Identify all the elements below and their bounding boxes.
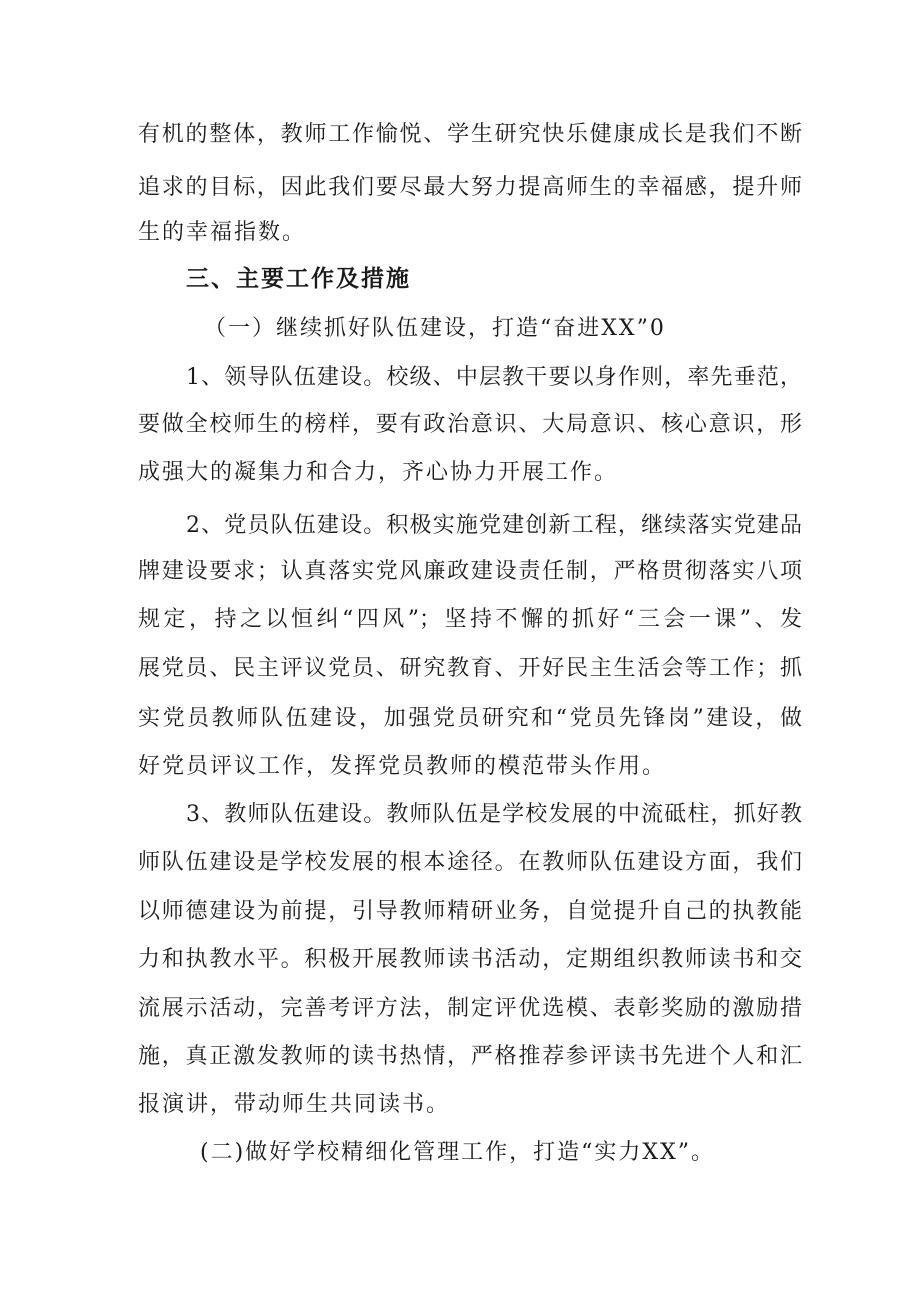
paragraph-line: 2、党员队伍建设。积极实施党建创新工程，继续落实党建品 [186, 513, 802, 538]
paragraph-line: 实党员教师队伍建设，加强党员研究和“党员先锋岗”建设，做 [138, 706, 802, 731]
section-heading: 三、主要工作及措施 [186, 266, 411, 292]
paragraph-line: 3、教师队伍建设。教师队伍是学校发展的中流砥柱，抓好教 [186, 802, 802, 827]
subsection-heading: （一）继续抓好队伍建设，打造“奋进XX”0 [204, 316, 666, 341]
subsection-heading: (二)做好学校精细化管理工作，打造“实力XX”。 [200, 1140, 715, 1165]
paragraph-line: 1、领导队伍建设。校级、中层教干要以身作则，率先垂范， [186, 365, 802, 390]
paragraph-line: 成强大的凝集力和合力，齐心协力开展工作。 [138, 460, 619, 485]
paragraph-line: 要做全校师生的榜样，要有政治意识、大局意识、核心意识，形 [138, 412, 802, 437]
paragraph-line: 报演讲，带动师生共同读书。 [138, 1092, 451, 1117]
paragraph-line: 施，真正激发教师的读书热情，严格推荐参评读书先进个人和汇 [138, 1044, 802, 1069]
paragraph-line: 追求的目标，因此我们要尽最大努力提高师生的幸福感，提升师 [138, 175, 802, 200]
paragraph-line: 牌建设要求；认真落实党风廉政建设责任制，严格贯彻落实八项 [138, 559, 802, 584]
paragraph-line: 力和执教水平。积极开展教师读书活动，定期组织教师读书和交 [138, 947, 802, 972]
paragraph-line: 师队伍建设是学校发展的根本途径。在教师队伍建设方面，我们 [138, 850, 802, 875]
paragraph-line: 生的幸福指数。 [138, 220, 307, 245]
paragraph-line: 展党员、民主评议党员、研究教育、开好民主生活会等工作；抓 [138, 656, 802, 681]
paragraph-line: 好党员评议工作，发挥党员教师的模范带头作用。 [138, 754, 667, 779]
paragraph-line: 有机的整体，教师工作愉悦、学生研究快乐健康成长是我们不断 [138, 122, 802, 147]
paragraph-line: 流展示活动，完善考评方法，制定评优选模、表彰奖励的激励措 [138, 996, 802, 1021]
paragraph-line: 以师德建设为前提，引导教师精研业务，自觉提升自己的执教能 [138, 899, 802, 924]
paragraph-line: 规定，持之以恒纠“四风”；坚持不懈的抓好“三会一课”、发 [138, 607, 802, 632]
